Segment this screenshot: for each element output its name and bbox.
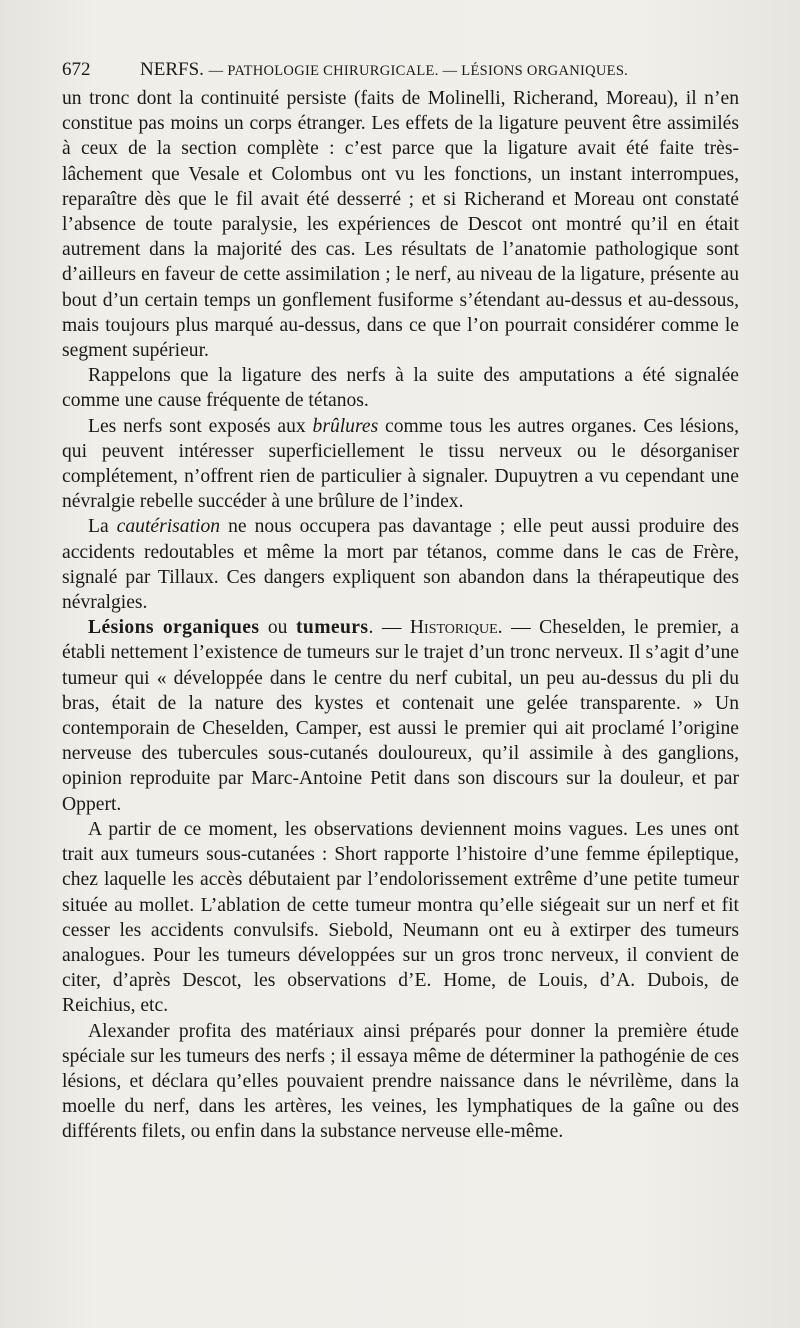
paragraph-ligature-continued: un tronc dont la continuité persiste (faits de Molinelli, Richerand, Moreau), il n’en constitue pas moins un corps étranger. Les effets de la ligature peuvent être assimilés à ceux de la section complète : c’est parce que la ligature avait été faite très-lâchement que Vesale et Colombus ont vu les fonctions, un instant interrompues, reparaître dès que le fil avait été desserré ; et si Richerand et Moreau ont constaté l’absence de toute paralysie, les expériences de Descot ont montré qu’il en était autrement dans la majorité des cas. Les résultats de l’anatomie pathologique sont d’ailleurs en faveur de cette assimilation ; le nerf, au niveau de la ligature, présente au bout d’un certain temps un gonflement fusiforme s’étendant au-dessus et au-dessous, mais toujours plus marqué au-dessus, dans ce que l’on pourrait considérer comme le segment supérieur. [62,88,739,362]
brulures-term: brûlures [312,415,379,437]
paragraph-alexander: Alexander profita des matériaux ainsi préparés pour donner la première étude spéciale sur les tumeurs des nerfs ; il essaya même de déterminer la pathogénie de ces lésions, et déclara qu’elles pouvaient prendre naissance dans le névrilème, dans la moelle du nerf, dans les artères, les veines, les lymphatiques de la gaîne ou des différents filets, ou enfin dans la substance nerveuse elle-même. [62,1020,739,1143]
paragraph-lesions-organiques [62,615,739,817]
brulures-text-a: Les nerfs sont exposés aux [88,415,313,437]
cauterisation-text-a: La [88,516,117,538]
subheading-historique: Historique. [409,617,503,639]
paragraph-brulures [62,414,739,515]
paragraph-tetanos: Rappelons que la ligature des nerfs à la suite des amputations a été signalée comme une cause fréquente de tétanos. [62,365,739,412]
cauterisation-term: cautérisation [116,516,221,538]
cauterisation-text-b: ne nous occupera pas davantage ; elle peut aussi produire des accidents redoutables et même la mort par tétanos, comme dans le cas de Frère, signalé par Tillaux. Ces dangers expliquent son abandon dans la thérapeutique des névralgies. [62,516,739,614]
heading-separator: . — [368,617,410,639]
body-text [62,86,739,1145]
section-heading-tumeurs: tumeurs [295,617,369,639]
paragraph-cauterisation [62,514,739,615]
header-subtitle: — PATHOLOGIE CHIRURGICALE. — LÉSIONS ORGANIQUES. [208,63,629,79]
heading-connector: ou [259,617,296,639]
section-heading-lesions: Lésions organiques [88,617,260,639]
historique-text: — Cheselden, le premier, a établi nettement l’existence de tumeurs sur le trajet d’un tronc nerveux. Il s’agit d’une tumeur qui « développée dans le centre du nerf cubital, un peu au-dessus du pli du bras, était de la nature des kystes et contenait une gelée transparente. » Un contemporain de Cheselden, Camper, est aussi le premier qui ait proclamé l’origine nerveuse des tubercules sous-cutanés douloureux, qu’il assimile à des ganglions, opinion reproduite par Marc-Antoine Petit dans son discours sur la douleur, et par Oppert. [62,617,740,815]
running-header [62,56,742,84]
header-section: NERFS. [140,59,204,80]
brulures-text-b: comme tous les autres organes. Ces lésions, qui peuvent intéresser superficiellement le tissu nerveux ou le désorganiser complétement, n’offrent rien de particulier à signaler. Dupuytren a vu cependant une névralgie rebelle succéder à une brûlure de l’index. [62,415,739,513]
page-number: 672 [62,59,91,80]
paragraph-observations: A partir de ce moment, les observations deviennent moins vagues. Les unes ont trait aux tumeurs sous-cutanées : Short rapporte l’histoire d’une femme épileptique, chez laquelle les accès débutaient par l’endolorissement extrême d’une petite tumeur située au mollet. L’ablation de cette tumeur montra qu’elle siégeait sur un nerf et fit cesser les accidents convulsifs. Siebold, Neumann ont eu à extirper des tumeurs analogues. Pour les tumeurs développées sur un gros tronc nerveux, il convient de citer, d’après Descot, les observations d’E. Home, de Louis, d’A. Dubois, de Reichius, etc. [62,818,739,1017]
